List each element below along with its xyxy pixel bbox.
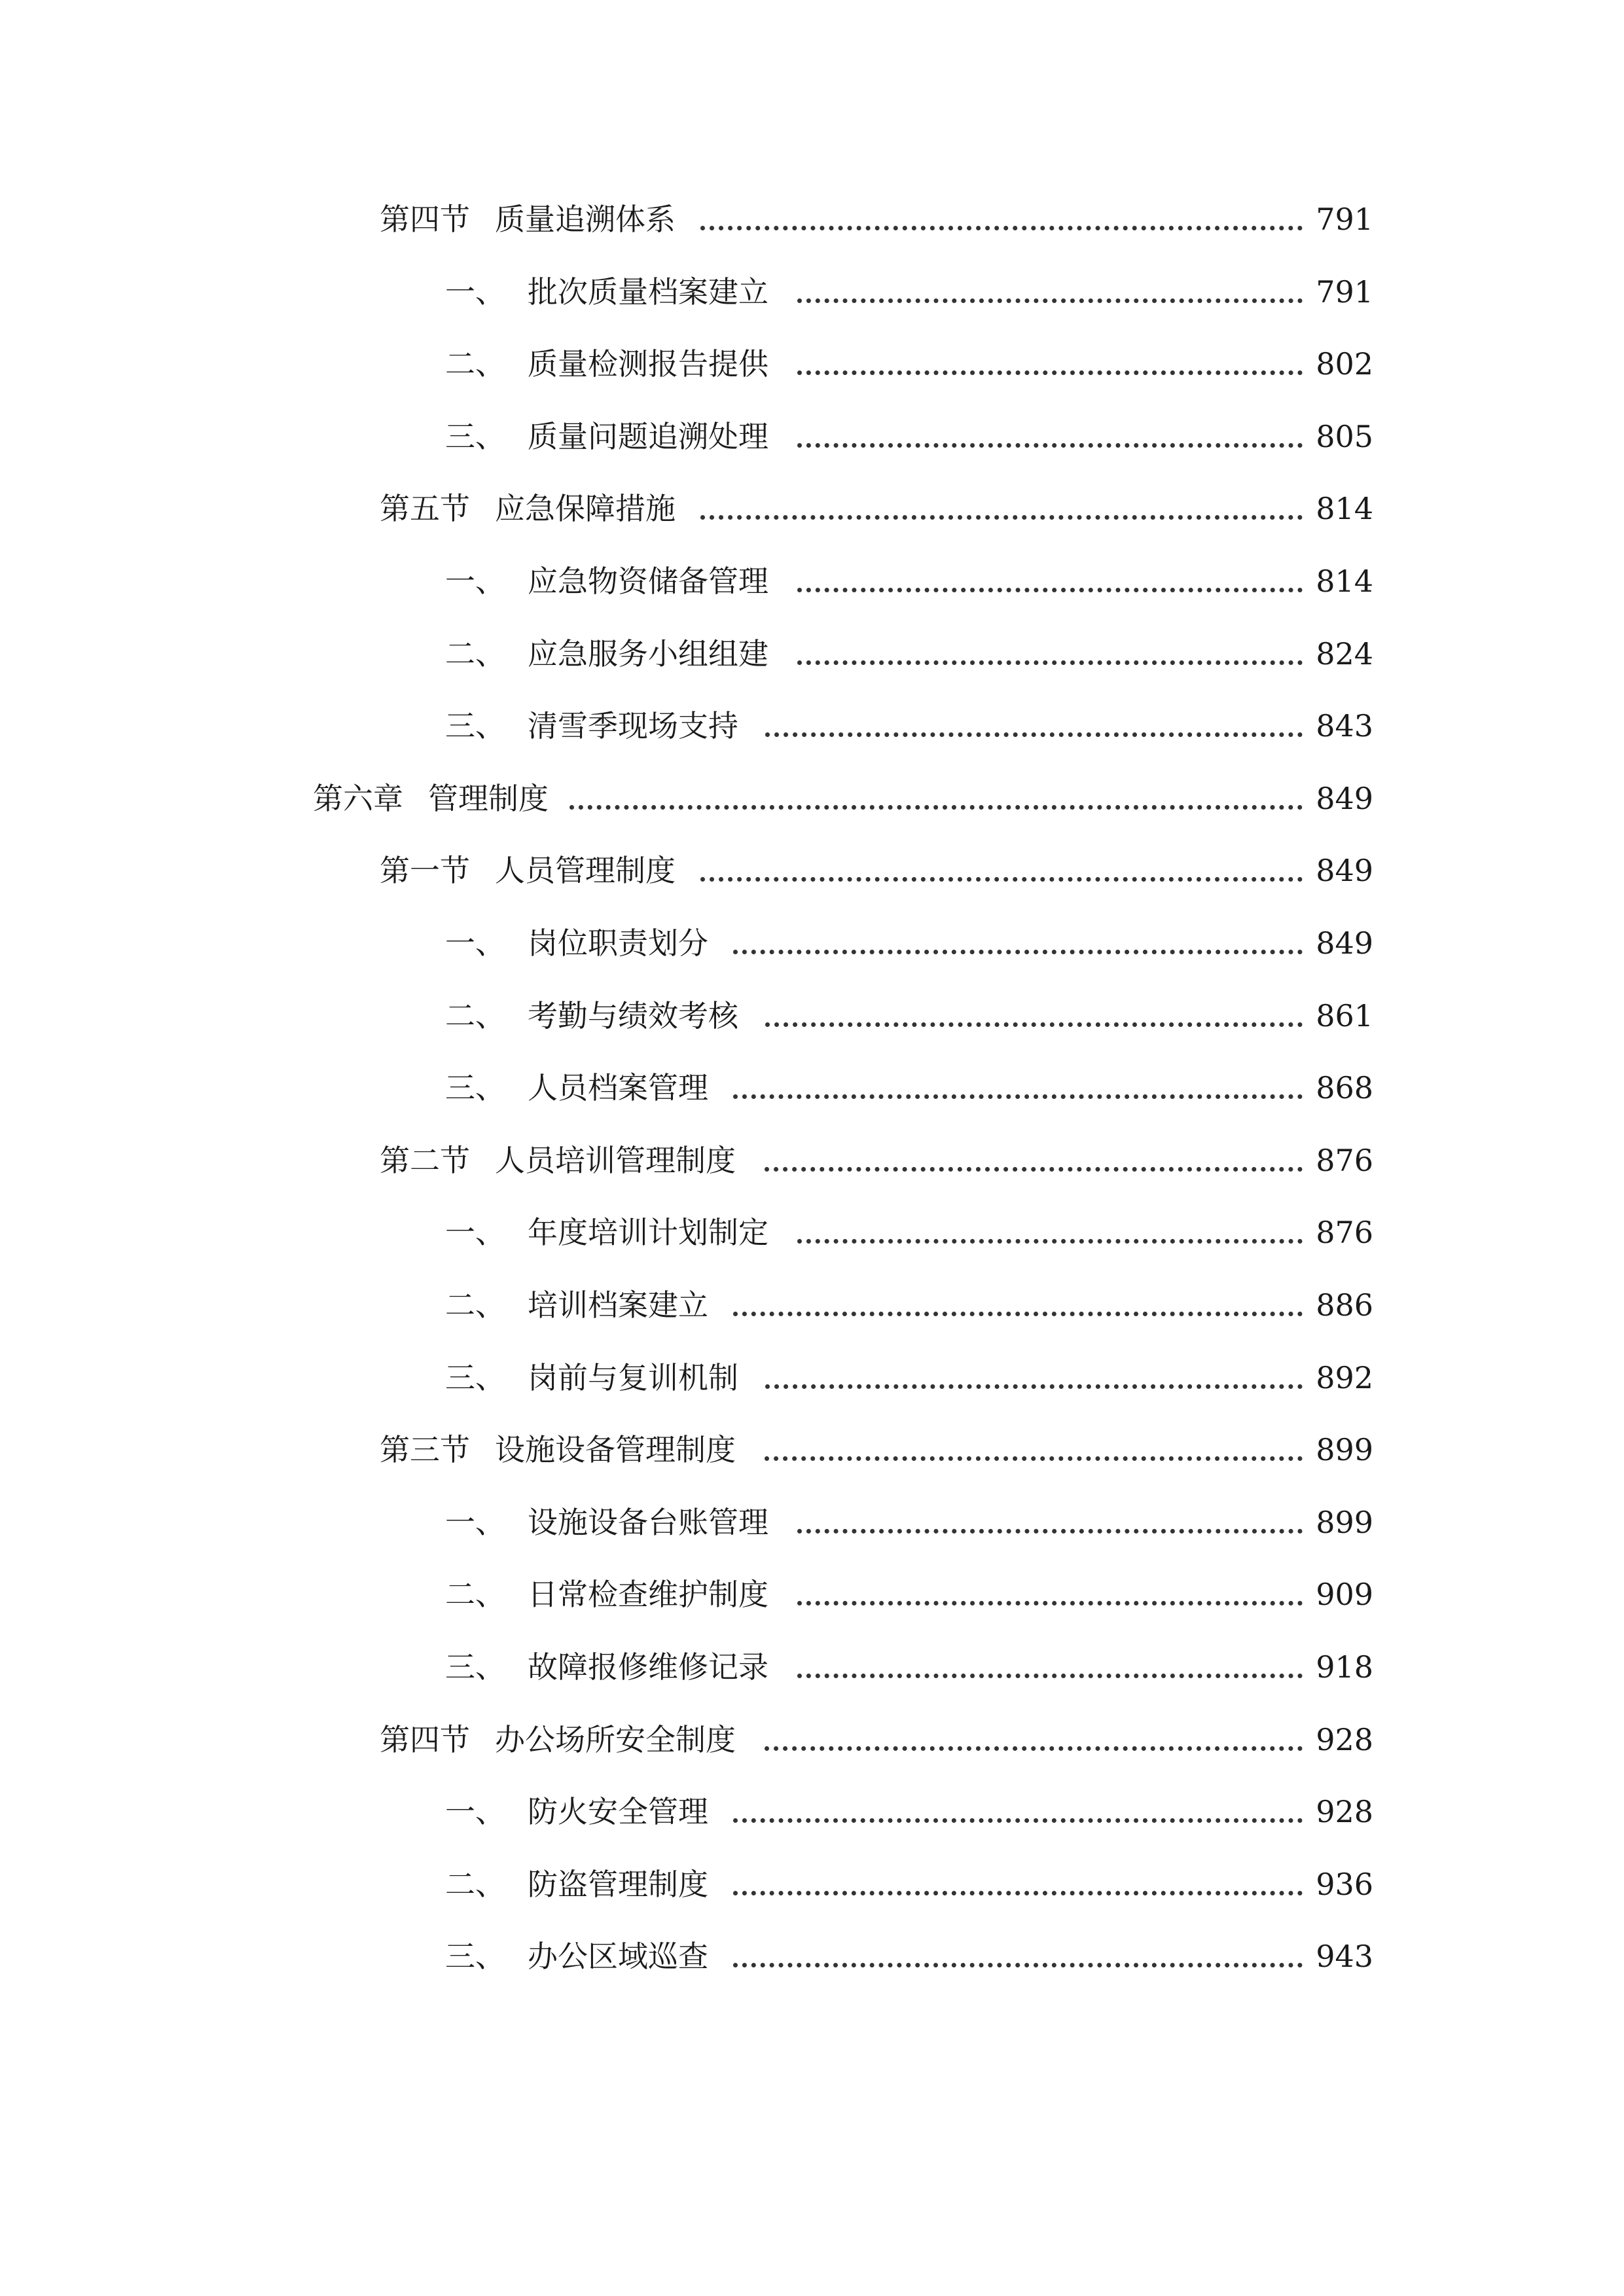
toc-entry-number: 第五节 xyxy=(380,491,470,527)
toc-entry-number: 三、 xyxy=(445,1070,505,1106)
dot-leader xyxy=(765,1167,1303,1172)
toc-entry-number: 二、 xyxy=(445,346,505,382)
toc-page-number: 909 xyxy=(1316,1577,1373,1613)
dot-leader xyxy=(733,1891,1303,1895)
toc-entry[interactable] xyxy=(0,628,1624,680)
toc-entry[interactable] xyxy=(0,1279,1624,1331)
toc-entry-number: 三、 xyxy=(445,708,505,744)
toc-page-number: 928 xyxy=(1316,1794,1373,1830)
toc-entry[interactable] xyxy=(0,555,1624,607)
toc-page-number: 892 xyxy=(1316,1359,1373,1395)
toc-entry-title: 人员管理制度 xyxy=(495,853,676,889)
dot-leader xyxy=(797,1674,1303,1678)
toc-entry[interactable] xyxy=(0,193,1624,245)
toc-entry-number: 二、 xyxy=(445,1577,505,1613)
toc-entry[interactable] xyxy=(0,1713,1624,1766)
toc-entry[interactable] xyxy=(0,338,1624,390)
toc-entry-number: 二、 xyxy=(445,997,505,1033)
toc-entry-title: 人员档案管理 xyxy=(528,1070,708,1106)
toc-entry-title: 岗前与复训机制 xyxy=(528,1359,738,1395)
toc-entry-title: 应急物资储备管理 xyxy=(528,564,768,599)
toc-page-number: 849 xyxy=(1316,925,1373,961)
toc-page-number: 876 xyxy=(1316,1215,1373,1251)
toc-page-number: 943 xyxy=(1316,1939,1373,1975)
dot-leader xyxy=(700,515,1303,520)
dot-leader xyxy=(700,226,1303,230)
toc-entry[interactable] xyxy=(0,917,1624,969)
toc-entry[interactable] xyxy=(0,1785,1624,1838)
toc-entry-number: 第四节 xyxy=(380,1721,470,1757)
toc-entry-number: 第四节 xyxy=(380,202,470,237)
toc-entry-number: 二、 xyxy=(445,1866,505,1902)
toc-entry-title: 故障报修维修记录 xyxy=(528,1649,768,1685)
toc-entry-number: 一、 xyxy=(445,274,505,310)
toc-page-number: 918 xyxy=(1316,1649,1373,1685)
toc-page-number: 861 xyxy=(1316,997,1373,1033)
toc-page-number: 802 xyxy=(1316,346,1373,382)
dot-leader xyxy=(797,660,1303,665)
toc-entry[interactable] xyxy=(0,700,1624,752)
toc-entry-number: 一、 xyxy=(445,925,505,961)
toc-entry-number: 二、 xyxy=(445,1287,505,1323)
toc-entry-title: 防盗管理制度 xyxy=(528,1866,708,1902)
toc-entry-title: 人员培训管理制度 xyxy=(495,1142,736,1178)
toc-entry-title: 清雪季现场支持 xyxy=(528,708,738,744)
toc-page-number: 814 xyxy=(1316,491,1373,527)
toc-page-number: 843 xyxy=(1316,708,1373,744)
toc-page-number: 805 xyxy=(1316,418,1373,454)
dot-leader xyxy=(797,443,1303,448)
toc-entry-title: 年度培训计划制定 xyxy=(528,1215,768,1251)
dot-leader xyxy=(765,1456,1303,1461)
toc-entry[interactable] xyxy=(0,410,1624,463)
dot-leader xyxy=(797,1529,1303,1534)
toc-entry[interactable] xyxy=(0,990,1624,1042)
toc-entry[interactable] xyxy=(0,844,1624,897)
toc-entry-title: 质量追溯体系 xyxy=(495,202,676,237)
toc-entry[interactable] xyxy=(0,1568,1624,1621)
toc-entry[interactable] xyxy=(0,1641,1624,1693)
dot-leader xyxy=(733,1963,1303,1967)
toc-entry-title: 日常检查维护制度 xyxy=(528,1577,768,1613)
toc-entry[interactable] xyxy=(0,1496,1624,1549)
toc-entry[interactable] xyxy=(0,1930,1624,1982)
toc-entry-title: 应急保障措施 xyxy=(495,491,676,527)
toc-page-number: 849 xyxy=(1316,780,1373,816)
toc-entry-number: 三、 xyxy=(445,1939,505,1975)
toc-entry-title: 管理制度 xyxy=(428,780,549,816)
toc-entry-title: 考勤与绩效考核 xyxy=(528,997,738,1033)
toc-entry-title: 办公区域巡查 xyxy=(528,1939,708,1975)
dot-leader xyxy=(765,1746,1303,1751)
dot-leader xyxy=(733,950,1303,954)
toc-entry-number: 一、 xyxy=(445,1215,505,1251)
dot-leader xyxy=(765,732,1303,737)
toc-entry[interactable] xyxy=(0,1352,1624,1404)
toc-page-number: 791 xyxy=(1316,202,1373,237)
dot-leader xyxy=(797,1601,1303,1605)
toc-entry-title: 防火安全管理 xyxy=(528,1794,708,1830)
toc-page-number: 936 xyxy=(1316,1866,1373,1902)
dot-leader xyxy=(569,805,1303,810)
dot-leader xyxy=(733,1312,1303,1316)
dot-leader xyxy=(700,877,1303,882)
dot-leader xyxy=(797,1239,1303,1244)
toc-entry-number: 第二节 xyxy=(380,1142,470,1178)
toc-page-number: 876 xyxy=(1316,1142,1373,1178)
toc-page-number: 849 xyxy=(1316,853,1373,889)
toc-entry[interactable] xyxy=(0,482,1624,535)
toc-entry-number: 一、 xyxy=(445,1504,505,1540)
dot-leader xyxy=(733,1818,1303,1823)
toc-entry-title: 培训档案建立 xyxy=(528,1287,708,1323)
toc-entry-title: 批次质量档案建立 xyxy=(528,274,768,310)
toc-entry-title: 办公场所安全制度 xyxy=(495,1721,736,1757)
toc-entry[interactable] xyxy=(0,1858,1624,1910)
toc-entry-number: 第一节 xyxy=(380,853,470,889)
toc-entry-title: 设施设备台账管理 xyxy=(528,1504,768,1540)
dot-leader xyxy=(765,1384,1303,1389)
toc-page-number: 791 xyxy=(1316,274,1373,310)
toc-entry-title: 岗位职责划分 xyxy=(528,925,708,961)
toc-page-number: 824 xyxy=(1316,636,1373,672)
toc-entry[interactable] xyxy=(0,1206,1624,1259)
toc-page-number: 886 xyxy=(1316,1287,1373,1323)
toc-page-number: 899 xyxy=(1316,1432,1373,1468)
toc-entry-number: 二、 xyxy=(445,636,505,672)
toc-entry-title: 质量检测报告提供 xyxy=(528,346,768,382)
toc-entry-number: 三、 xyxy=(445,1649,505,1685)
toc-entry-title: 质量问题追溯处理 xyxy=(528,418,768,454)
dot-leader xyxy=(797,370,1303,375)
toc-entry-number: 三、 xyxy=(445,418,505,454)
toc-entry-number: 一、 xyxy=(445,1794,505,1830)
toc-entry-number: 一、 xyxy=(445,564,505,599)
dot-leader xyxy=(765,1022,1303,1027)
toc-entry-number: 第三节 xyxy=(380,1432,470,1468)
toc-page-number: 899 xyxy=(1316,1504,1373,1540)
toc-entry-title: 应急服务小组组建 xyxy=(528,636,768,672)
dot-leader xyxy=(733,1094,1303,1099)
toc-entry[interactable] xyxy=(0,772,1624,825)
toc-page-number: 868 xyxy=(1316,1070,1373,1106)
dot-leader xyxy=(797,298,1303,303)
toc-entry[interactable] xyxy=(0,1134,1624,1187)
toc-entry-number: 三、 xyxy=(445,1359,505,1395)
dot-leader xyxy=(797,588,1303,592)
toc-page-number: 814 xyxy=(1316,564,1373,599)
toc-entry-number: 第六章 xyxy=(313,780,403,816)
toc-entry[interactable] xyxy=(0,1424,1624,1476)
toc-entry[interactable] xyxy=(0,266,1624,318)
toc-entry[interactable] xyxy=(0,1062,1624,1114)
toc-page-number: 928 xyxy=(1316,1721,1373,1757)
toc-entry-title: 设施设备管理制度 xyxy=(495,1432,736,1468)
